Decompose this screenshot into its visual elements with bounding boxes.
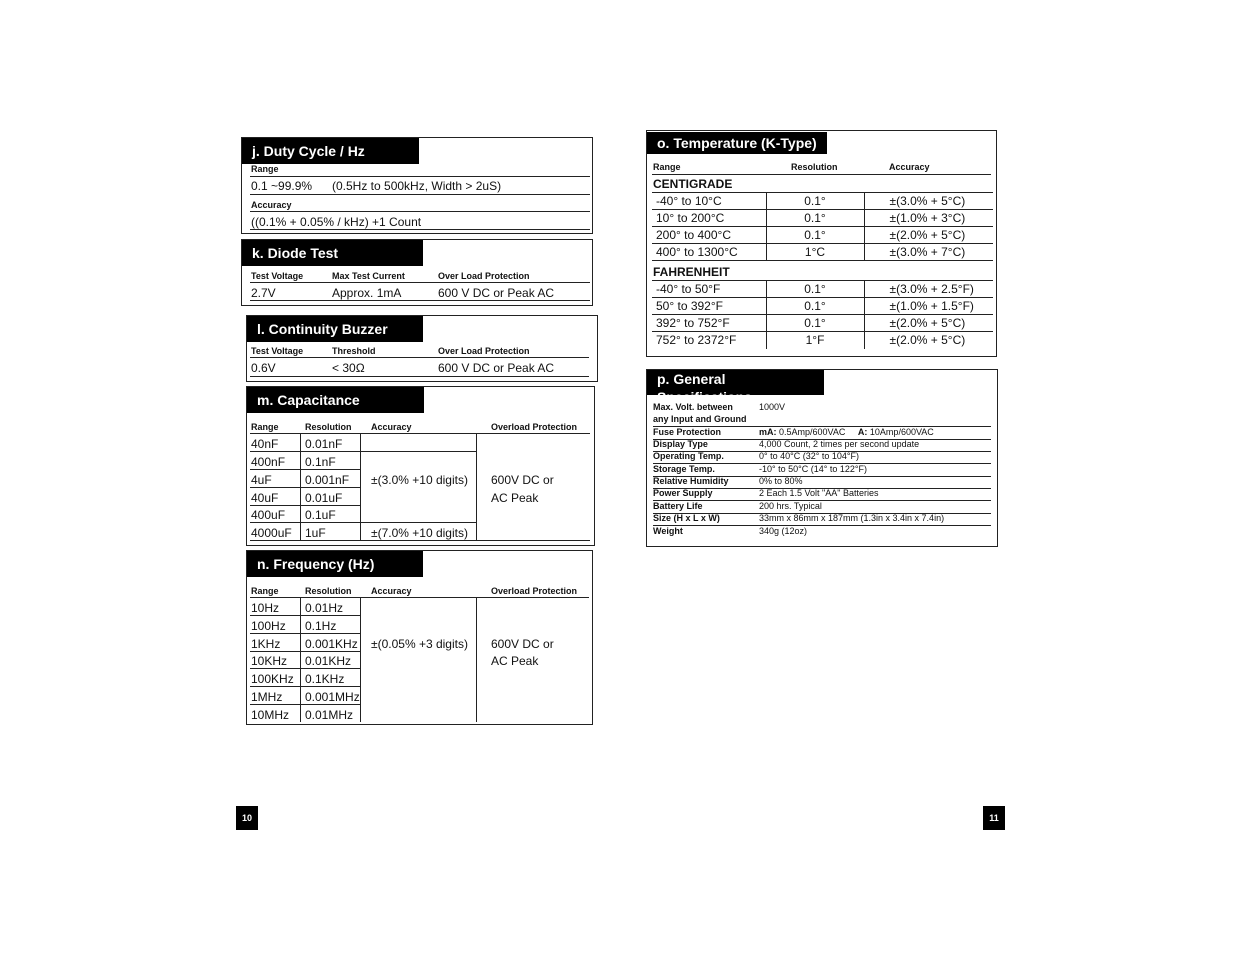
accuracy-value: ((0.1% + 0.05% / kHz) +1 Count (251, 215, 422, 229)
temp-accuracy: ±(3.0% + 7°C) (864, 244, 993, 261)
temp-accuracy: ±(3.0% + 2.5°F) (864, 281, 993, 298)
range-note: (0.5Hz to 500kHz, Width > 2uS) (332, 179, 502, 193)
fuse-a-key: A: (857, 427, 868, 437)
spec-value: 0° to 40°C (32° to 104°F) (759, 451, 859, 461)
temp-accuracy: ±(1.0% + 3°C) (864, 210, 993, 227)
freq-row-range: 100KHz (251, 672, 294, 686)
page-number-left: 10 (236, 806, 258, 830)
spec-value: 340g (12oz) (759, 526, 808, 536)
freq-header-resolution: Resolution (305, 586, 352, 596)
cap-row-range: 400nF (251, 455, 286, 469)
temp-resolution: 0.1° (766, 298, 864, 315)
cap-header-protection: Overload Protection (491, 422, 578, 432)
cap-row-resolution: 0.1nF (305, 455, 336, 469)
capacitance-section (246, 386, 595, 546)
cap-row-range: 400uF (251, 508, 286, 522)
continuity-voltage: 0.6V (251, 361, 276, 375)
temp-header-range: Range (653, 162, 681, 172)
diode-header-voltage: Test Voltage (251, 271, 304, 281)
spec-value: 2 Each 1.5 Volt "AA" Batteries (759, 488, 879, 498)
cap-row-range: 40nF (251, 437, 279, 451)
temp-range: 400° to 1300°C (652, 244, 766, 261)
spec-key: Display Type (653, 439, 708, 449)
spec-value: -10° to 50°C (14° to 122°F) (759, 464, 867, 474)
freq-row-resolution: 0.01Hz (305, 601, 344, 615)
diode-test-title: k. Diode Test (242, 240, 423, 266)
temp-range: -40° to 10°C (652, 193, 766, 210)
freq-row-range: 10KHz (251, 654, 288, 668)
continuity-threshold: < 30Ω (332, 361, 365, 375)
temp-accuracy: ±(2.0% + 5°C) (864, 315, 993, 332)
temp-header-resolution: Resolution (791, 162, 838, 172)
temp-range: 10° to 200°C (652, 210, 766, 227)
spec-value: 4,000 Count, 2 times per second update (759, 439, 920, 449)
diode-voltage: 2.7V (251, 286, 276, 300)
continuity-protection: 600 V DC or Peak AC (438, 361, 555, 375)
freq-row-resolution: 0.1Hz (305, 619, 337, 633)
freq-row-resolution: 0.1KHz (305, 672, 345, 686)
temperature-title: o. Temperature (K-Type) (647, 132, 827, 154)
temp-range: 50° to 392°F (652, 298, 766, 315)
cap-row-resolution: 1uF (305, 526, 326, 540)
freq-accuracy: ±(0.05% +3 digits) (371, 637, 468, 651)
cap-row-range: 40uF (251, 491, 279, 505)
temp-accuracy: ±(2.0% + 5°C) (864, 227, 993, 244)
fuse-ma-key: mA: (759, 427, 777, 437)
freq-row-resolution: 0.001KHz (305, 637, 358, 651)
page-number-right: 11 (983, 806, 1005, 830)
freq-row-resolution: 0.01MHz (305, 708, 354, 722)
table-row (652, 315, 993, 332)
diode-header-protection: Over Load Protection (438, 271, 530, 281)
freq-row-resolution: 0.001MHz (305, 690, 360, 704)
spec-fuse (653, 427, 991, 439)
spec-key: Operating Temp. (653, 451, 724, 461)
temp-resolution: 0.1° (766, 210, 864, 227)
cap-row-resolution: 0.1uF (305, 508, 336, 522)
spec-max-volt-value: 1000V (759, 402, 786, 412)
freq-header-accuracy: Accuracy (371, 586, 412, 596)
temp-resolution: 0.1° (766, 227, 864, 244)
fuse-a-val: 10Amp/600VAC (869, 427, 934, 437)
spec-value: 200 hrs. Typical (759, 501, 822, 511)
table-row (652, 227, 993, 244)
diode-protection: 600 V DC or Peak AC (438, 286, 555, 300)
freq-row-range: 100Hz (251, 619, 286, 633)
general-spec-section (646, 369, 998, 547)
spec-key: Relative Humidity (653, 476, 729, 486)
table-row (652, 210, 993, 227)
table-row (652, 193, 993, 210)
spec-key: Weight (653, 526, 683, 536)
spec-max-volt-label-2: any Input and Ground (653, 414, 747, 424)
temp-header-accuracy: Accuracy (889, 162, 930, 172)
temperature-section (646, 130, 997, 357)
spec-value: 33mm x 86mm x 187mm (1.3in x 3.4in x 7.4in) (759, 513, 945, 523)
diode-header-current: Max Test Current (332, 271, 405, 281)
temp-range: -40° to 50°F (652, 281, 766, 298)
frequency-title: n. Frequency (Hz) (247, 551, 423, 577)
frequency-section (246, 550, 593, 725)
spec-max-volt (653, 402, 991, 426)
cap-header-range: Range (251, 422, 279, 432)
spec-value: 0% to 80% (759, 476, 803, 486)
temp-resolution: 1°F (766, 332, 864, 349)
freq-row-resolution: 0.01KHz (305, 654, 352, 668)
temp-accuracy: ±(1.0% + 1.5°F) (864, 298, 993, 315)
freq-row-range: 1MHz (251, 690, 283, 704)
cap-accuracy-main: ±(3.0% +10 digits) (371, 473, 468, 487)
cap-protection-2: AC Peak (491, 491, 539, 505)
duty-cycle-section (241, 137, 593, 234)
cap-protection-1: 600V DC or (491, 473, 554, 487)
freq-row-range: 10MHz (251, 708, 290, 722)
freq-row-range: 10Hz (251, 601, 280, 615)
cap-row-range: 4000uF (251, 526, 292, 540)
temp-range: 200° to 400°C (652, 227, 766, 244)
cap-accuracy-last: ±(7.0% +10 digits) (371, 526, 468, 540)
spec-max-volt-label-1: Max. Volt. between (653, 402, 733, 412)
spec-key: Size (H x L x W) (653, 513, 720, 523)
spec-key: Battery Life (653, 501, 703, 511)
continuity-header-threshold: Threshold (332, 346, 376, 356)
freq-protection-1: 600V DC or (491, 637, 554, 651)
temp-range: 752° to 2372°F (652, 332, 766, 349)
freq-row-range: 1KHz (251, 637, 281, 651)
temp-accuracy: ±(2.0% + 5°C) (864, 332, 993, 349)
cap-row-resolution: 0.01uF (305, 491, 343, 505)
general-spec-title: p. General Specifications (647, 370, 824, 395)
duty-cycle-title: j. Duty Cycle / Hz (242, 138, 419, 164)
centigrade-label: CENTIGRADE (653, 177, 733, 191)
cap-row-resolution: 0.01nF (305, 437, 343, 451)
spec-key: Power Supply (653, 488, 713, 498)
spec-key: Storage Temp. (653, 464, 715, 474)
temp-resolution: 0.1° (766, 315, 864, 332)
diode-test-section (241, 239, 593, 306)
centigrade-table (652, 192, 993, 261)
freq-protection-2: AC Peak (491, 654, 539, 668)
accuracy-label: Accuracy (251, 200, 292, 210)
continuity-header-protection: Over Load Protection (438, 346, 530, 356)
continuity-section (246, 315, 598, 382)
table-row (652, 298, 993, 315)
cap-header-resolution: Resolution (305, 422, 352, 432)
fuse-ma-val: 0.5Amp/600VAC (779, 427, 846, 437)
freq-header-protection: Overload Protection (491, 586, 578, 596)
cap-row-resolution: 0.001nF (305, 473, 350, 487)
temp-resolution: 0.1° (766, 193, 864, 210)
temp-range: 392° to 752°F (652, 315, 766, 332)
spec-fuse-label: Fuse Protection (653, 427, 722, 437)
temp-accuracy: ±(3.0% + 5°C) (864, 193, 993, 210)
range-value: 0.1 ~99.9% (251, 179, 313, 193)
freq-header-range: Range (251, 586, 279, 596)
temp-resolution: 1°C (766, 244, 864, 261)
table-row (652, 332, 993, 349)
continuity-header-voltage: Test Voltage (251, 346, 304, 356)
table-row (652, 244, 993, 261)
capacitance-title: m. Capacitance (247, 387, 424, 413)
cap-header-accuracy: Accuracy (371, 422, 412, 432)
diode-current: Approx. 1mA (332, 286, 402, 300)
cap-row-range: 4uF (251, 473, 272, 487)
fahrenheit-table (652, 280, 993, 349)
range-label: Range (251, 164, 279, 174)
spec-fuse-value (759, 427, 934, 437)
temp-resolution: 0.1° (766, 281, 864, 298)
fahrenheit-label: FAHRENHEIT (653, 265, 730, 279)
continuity-title: l. Continuity Buzzer (247, 316, 423, 342)
table-row (652, 281, 993, 298)
